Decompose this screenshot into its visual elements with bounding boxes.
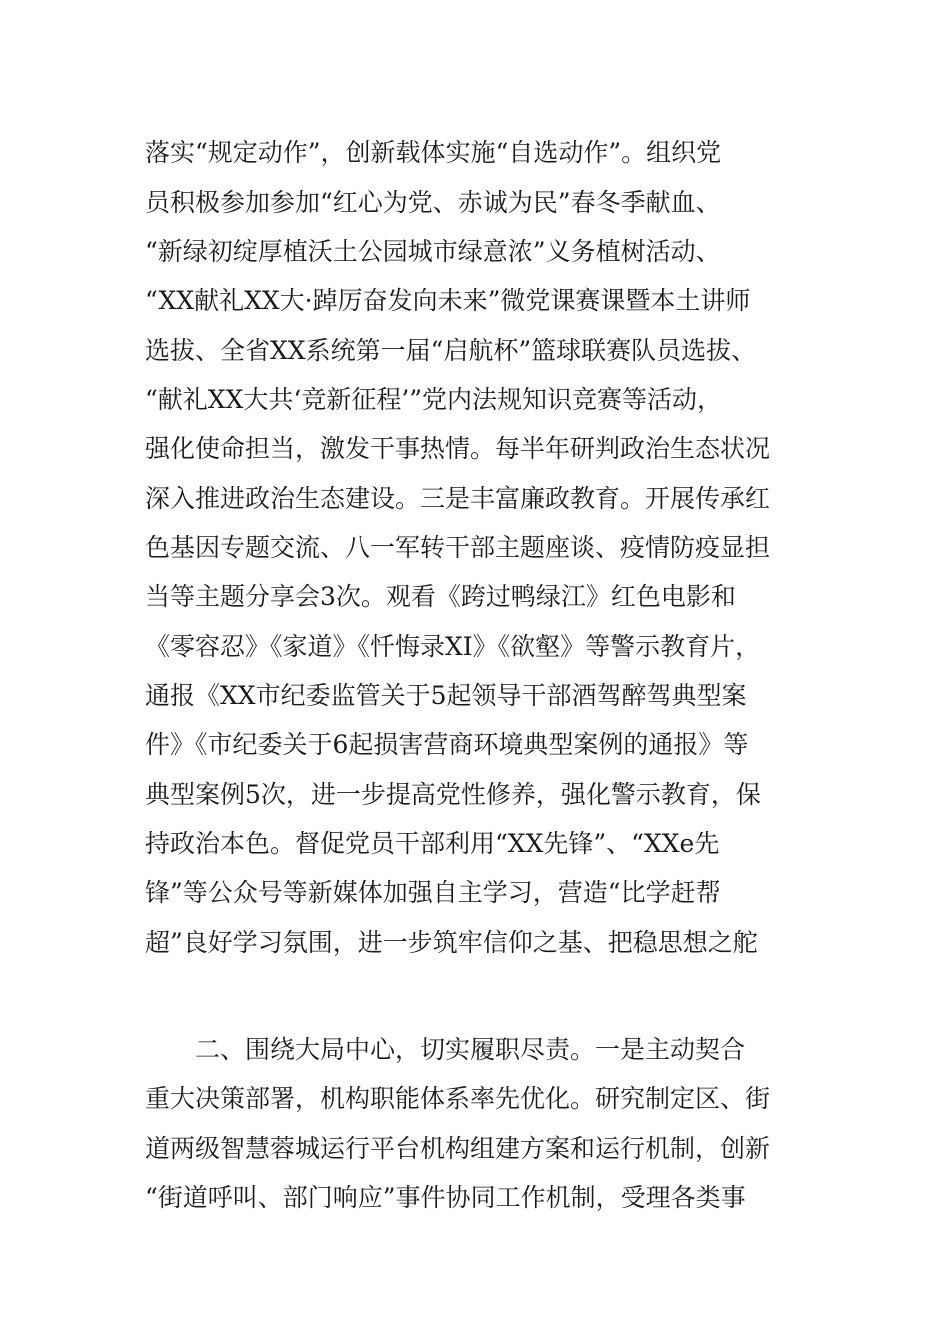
text-line: 选拔、全省XX系统第一届“启航杯”篮球联赛队员选拔、	[145, 336, 757, 365]
text-line: 强化使命担当，激发干事热情。每半年研判政治生态状况	[145, 434, 771, 463]
text-line: 超”良好学习氛围，进一步筑牢信仰之基、把稳思想之舵	[145, 928, 758, 957]
text-line: 当等主题分享会3次。观看《跨过鸭绿江》红色电影和	[145, 582, 736, 611]
text-line: “XX献礼XX大·踔厉奋发向未来”微党课赛课暨本土讲师	[145, 286, 751, 315]
text-line: 通报《XX市纪委监管关于5起领导干部酒驾醉驾典型案	[145, 681, 747, 710]
text-line: 员积极参加参加“红心为党、赤诚为民”春冬季献血、	[145, 188, 721, 217]
text-line: 持政治本色。督促党员干部利用“XX先锋”、“XXe先	[145, 829, 720, 858]
text-line: 道两级智慧蓉城运行平台机构组建方案和运行机制，创新	[145, 1134, 771, 1163]
text-line: 深入推进政治生态建设。三是丰富廉政教育。开展传承红	[145, 484, 771, 513]
text-line: “街道呼叫、部门响应”事件协同工作机制，受理各类事	[145, 1183, 746, 1212]
text-line: 重大决策部署，机构职能体系率先优化。研究制定区、街	[145, 1084, 771, 1113]
text-line: 典型案例5次，进一步提高党性修养，强化警示教育，保	[145, 780, 761, 809]
text-line: 《零容忍》《家道》《忏悔录XI》《欲壑》等警示教育片，	[145, 632, 761, 661]
text-line: “新绿初绽厚植沃土公园城市绿意浓”义务植树活动、	[145, 237, 721, 266]
text-line: “献礼XX大共‘竞新征程’”党内法规知识竞赛等活动，	[145, 385, 723, 414]
text-line: 件》《市纪委关于6起损害营商环境典型案例的通报》等	[145, 730, 749, 759]
text-line: 二、围绕大局中心，切实履职尽责。一是主动契合	[145, 1035, 746, 1064]
text-line: 锋”等公众号等新媒体加强自主学习，营造“比学赶帮	[145, 878, 721, 907]
text-line: 色基因专题交流、八一军转干部主题座谈、疫情防疫显担	[145, 533, 771, 562]
text-line: 落实“规定动作”，创新载体实施“自选动作”。组织党	[145, 138, 722, 167]
